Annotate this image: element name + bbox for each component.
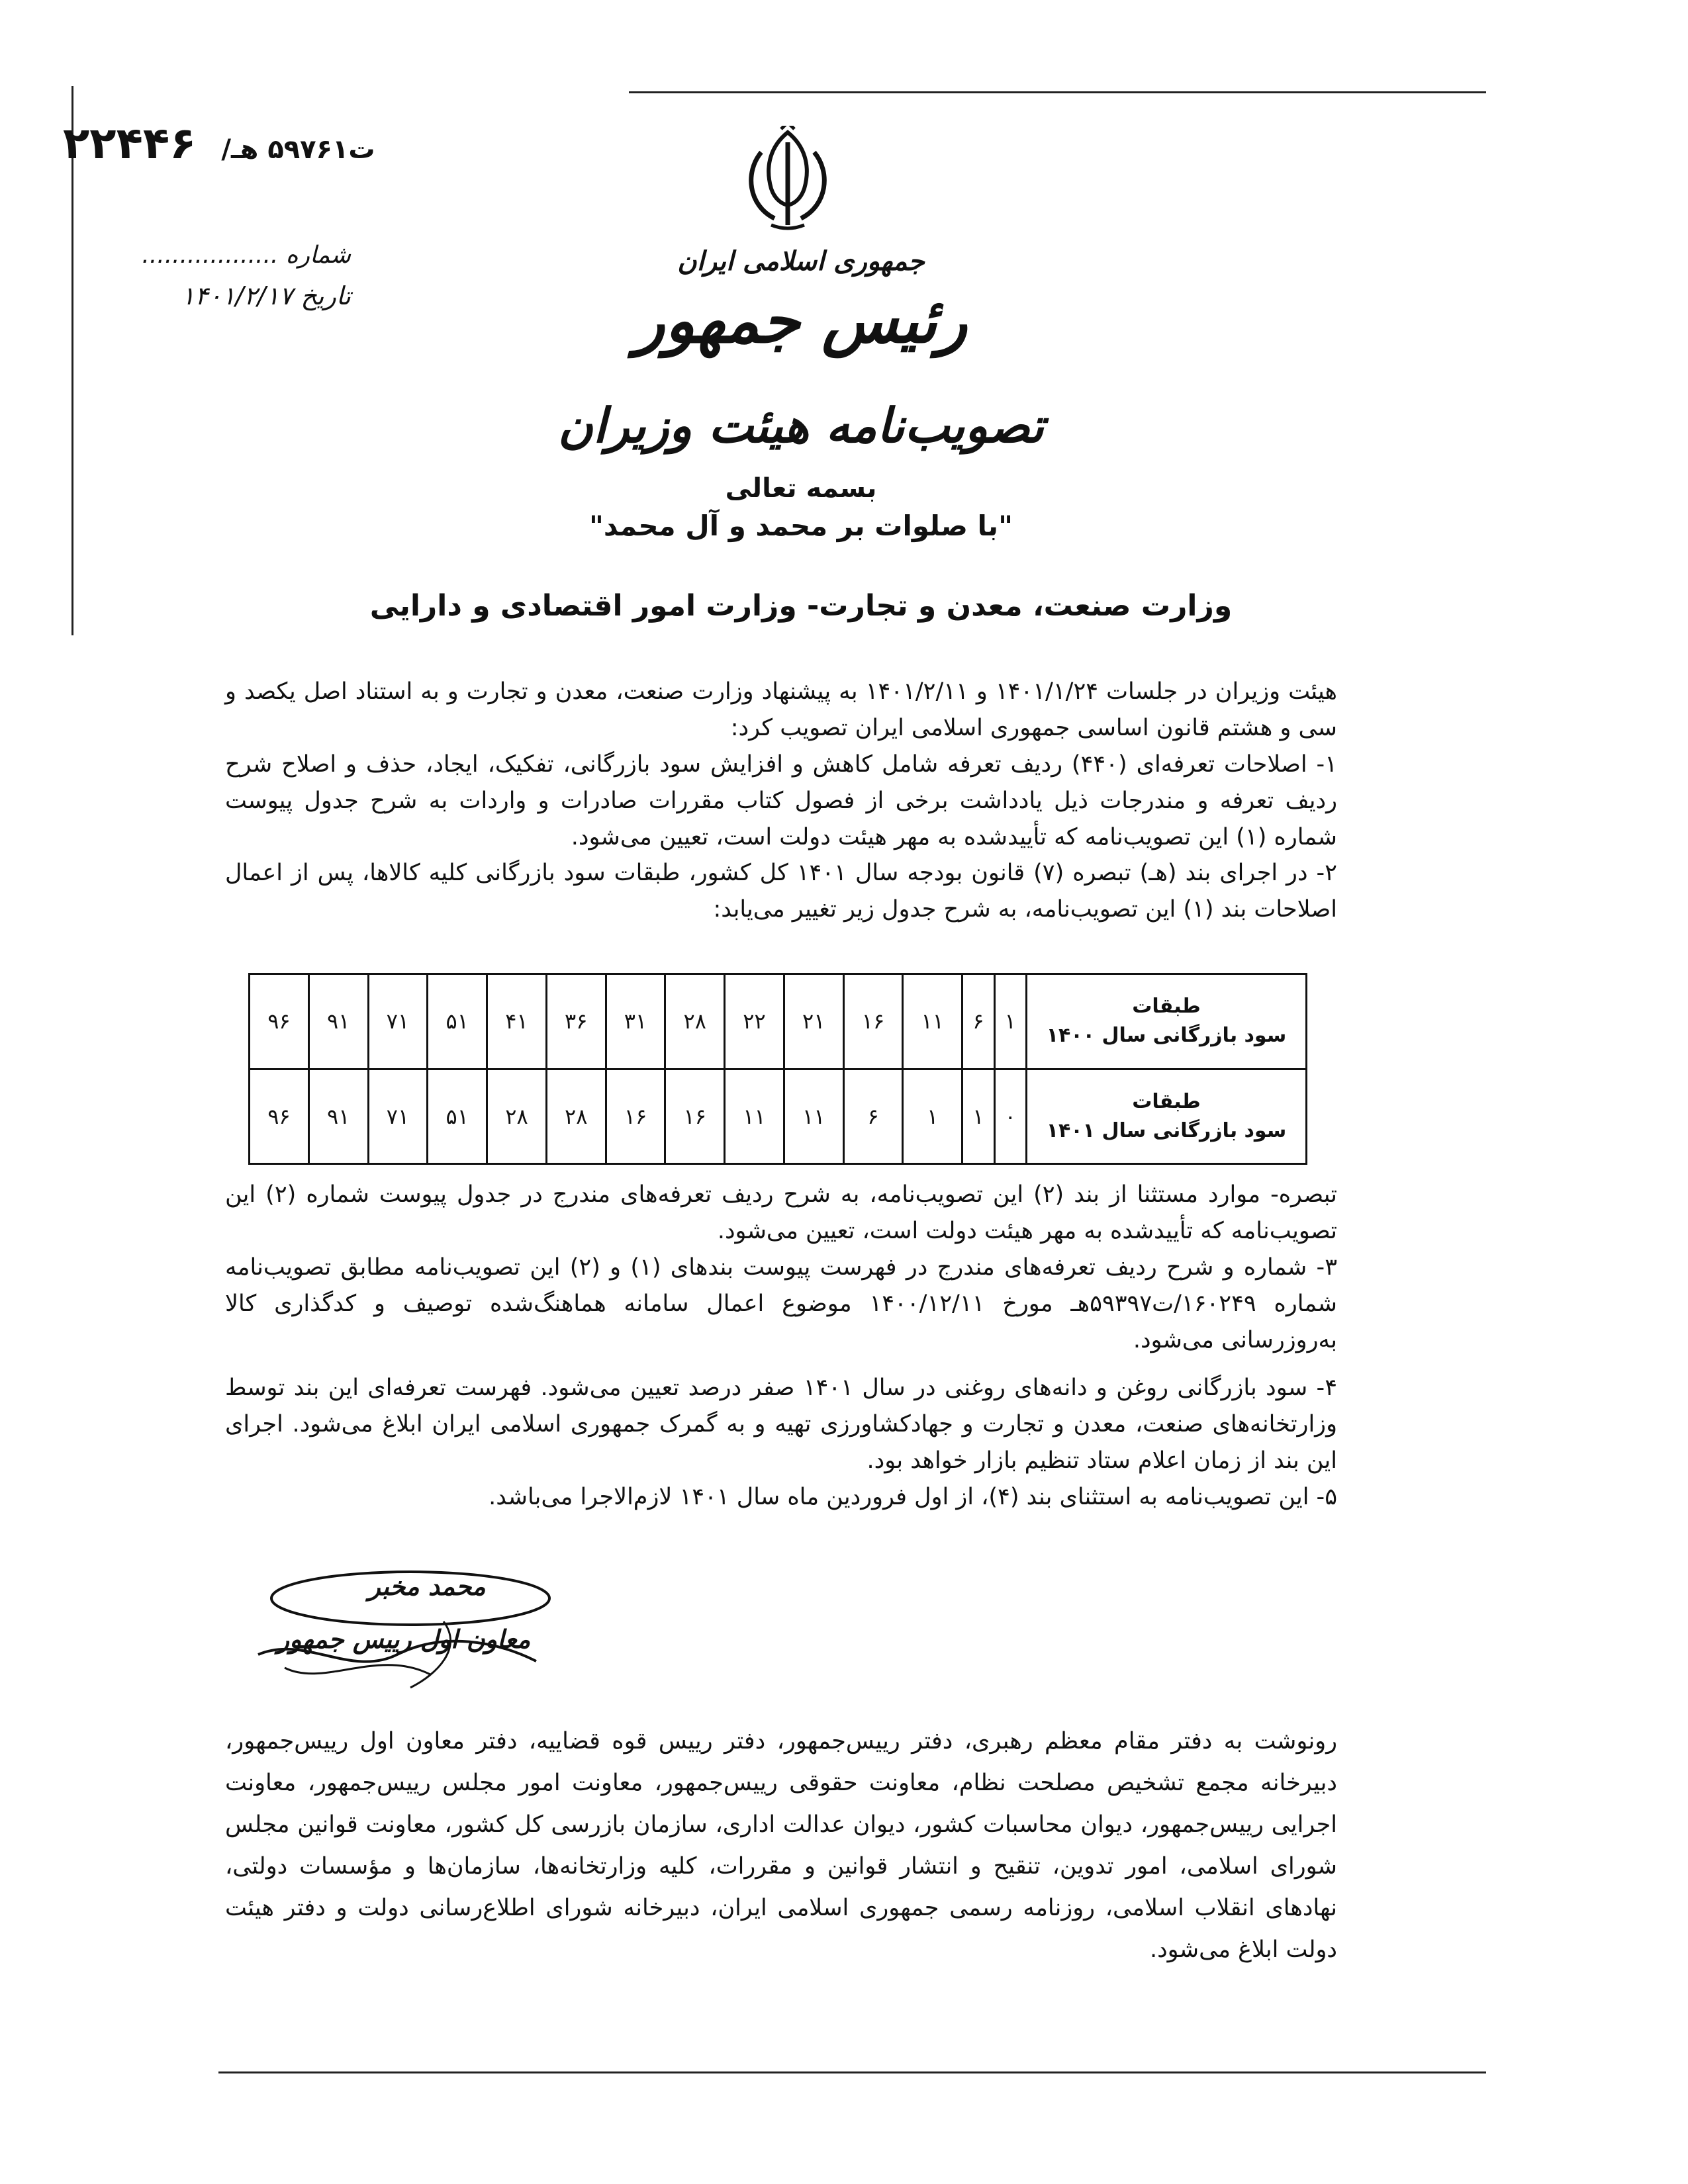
item-5-paragraph: ۵- این تصویب‌نامه به استثنای بند (۴)، از اول فروردین ماه سال ۱۴۰۱ لازم‌الاجرا می‌باشد. — [489, 1484, 1337, 1510]
recipients-line: وزارت صنعت، معدن و تجارت- وزارت امور اقتصادی و دارایی — [369, 589, 1233, 623]
table-cell: ۹۶ — [250, 974, 309, 1069]
signatory-title: معاون اول رییس جمهور — [277, 1625, 531, 1654]
row-1400-label-a: طبقات — [1132, 995, 1201, 1019]
item-1-paragraph: ۱- اصلاحات تعرفه‌ای (۴۴۰) ردیف تعرفه شامل کاهش و افزایش سود بازرگانی، تفکیک، ایجاد، حذف و اصلاح شرح ردیف تعرفه و مندرجات ذیل یادداشت برخی از فصول کتاب مقررات صادرات و واردات به شرح جدول پیوست شماره (۱) این تصویب‌نامه که تأییدشده به مهر هیئت دولت است، تعیین می‌شود. — [225, 751, 1337, 850]
table-row-1401 — [250, 1069, 1307, 1164]
table-cell: ۹۱ — [308, 1069, 368, 1164]
table-cell: ۹۱ — [308, 974, 368, 1069]
table-cell: ۱۱ — [903, 974, 962, 1069]
intro-paragraph: هیئت وزیران در جلسات ۱۴۰۱/۱/۲۴ و ۱۴۰۱/۲/۱۱ به پیشنهاد وزارت صنعت، معدن و تجارت و به استناد اصل یکصد و سی و هشتم قانون اساسی جمهوری اسلامی ایران تصویب کرد: — [225, 678, 1338, 741]
table-cell: ۱۱ — [725, 1069, 784, 1164]
iran-emblem-icon — [735, 126, 841, 238]
table-cell: ۱ — [903, 1069, 962, 1164]
salawat-line: "با صلوات بر محمد و آل محمد" — [589, 510, 1013, 542]
row-1400-header — [1027, 974, 1307, 1069]
republic-line: جمهوری اسلامی ایران — [677, 246, 925, 277]
table-cell: ۵۱ — [428, 1069, 487, 1164]
table-cell: ۱۶ — [606, 1069, 665, 1164]
table-cell: ۱ — [994, 974, 1026, 1069]
table-cell: ۲۸ — [487, 1069, 547, 1164]
reference-number — [63, 118, 407, 169]
table-cell: ۱ — [962, 1069, 994, 1164]
table-cell: ۲۲ — [725, 974, 784, 1069]
table-cell: ۱۱ — [784, 1069, 843, 1164]
note-paragraph: تبصره- موارد مستثنا از بند (۲) این تصویب‌نامه، به شرح ردیف تعرفه‌های مندرج در جدول پیوست شماره (۲) این تصویب‌نامه که تأییدشده به مهر هیئت دولت است، تعیین می‌شود. — [225, 1181, 1338, 1244]
table-cell: ۳۶ — [546, 974, 606, 1069]
item-2-paragraph: ۲- در اجرای بند (هـ) تبصره (۷) قانون بودجه سال ۱۴۰۱ کل کشور، طبقات سود بازرگانی کلیه کالاها، پس از اعمال اصلاحات بند (۱) این تصویب‌نامه، به شرح جدول زیر تغییر می‌یابد: — [225, 860, 1337, 923]
table-cell: ۷۱ — [368, 974, 428, 1069]
table-cell: ۱۶ — [843, 974, 903, 1069]
bismillah: بسمه تعالی — [725, 473, 877, 504]
item-4-paragraph: ۴- سود بازرگانی روغن و دانه‌های روغنی در سال ۱۴۰۱ صفر درصد تعیین می‌شود. فهرست تعرفه‌ای این بند توسط وزارتخانه‌های صنعت، معدن و تجارت و جهادکشاورزی تهیه و به گمرک جمهوری اسلامی ایران ابلاغ می‌شود. اجرای این بند از زمان اعلام ستاد تنظیم بازار خواهد بود. — [225, 1375, 1337, 1474]
table-cell: ۶ — [962, 974, 994, 1069]
bottom-rule — [218, 2071, 1486, 2073]
table-cell: ۹۶ — [250, 1069, 309, 1164]
table-cell: ۰ — [994, 1069, 1026, 1164]
president-title: رئیس جمهور — [634, 285, 968, 357]
table-cell: ۴۱ — [487, 974, 547, 1069]
copies-distribution-paragraph: رونوشت به دفتر مقام معظم رهبری، دفتر رییس‌جمهور، دفتر رییس قوه قضاییه، دفتر معاون اول رییس‌جمهور، دبیرخانه مجمع تشخیص مصلحت نظام، معاونت حقوقی رییس‌جمهور، معاونت امور مجلس رییس‌جمهور، معاونت اجرایی رییس‌جمهور، دیوان محاسبات کشور، دیوان عدالت اداری، سازمان بازرسی کل کشور، معاونت قوانین مجلس شورای اسلامی، امور تدوین، تنقیح و انتشار قوانین و مقررات، کلیه وزارتخانه‌ها، سازمان‌ها و مؤسسات دولتی، نهادهای انقلاب اسلامی، روزنامه رسمی جمهوری اسلامی ایران، دبیرخانه شورای اطلاع‌رسانی دولت و دفتر هیئت دولت ابلاغ می‌شود. — [225, 1728, 1337, 1963]
signatory-name: محمد مخبر — [368, 1572, 486, 1601]
table-cell: ۳۱ — [606, 974, 665, 1069]
row-1401-label-b: سود بازرگانی سال ۱۴۰۱ — [1046, 1118, 1287, 1142]
letter-number: شماره .................. — [142, 242, 351, 269]
table-cell: ۷۱ — [368, 1069, 428, 1164]
table-cell: ۲۸ — [665, 974, 725, 1069]
row-1400-label-b: سود بازرگانی سال ۱۴۰۰ — [1046, 1024, 1287, 1048]
reference-number-suffix: /ت۵۹۷۶۱ هـ — [221, 134, 375, 165]
table-cell: ۶ — [843, 1069, 903, 1164]
table-cell: ۵۱ — [428, 974, 487, 1069]
row-1401-label-a: طبقات — [1132, 1089, 1201, 1113]
table-cell: ۲۱ — [784, 974, 843, 1069]
item-3-paragraph: ۳- شماره و شرح ردیف تعرفه‌های مندرج در فهرست پیوست بندهای (۱) و (۲) این تصویب‌نامه مطابق تصویب‌نامه شماره ۱۶۰۲۴۹/ت۵۹۳۹۷هـ مورخ ۱۴۰۰/۱۲/۱۱ موضوع اعمال سامانه هماهنگ‌شده توصیف و کدگذاری کالا به‌روزرسانی می‌شود. — [225, 1254, 1337, 1353]
top-rule — [629, 91, 1486, 93]
cabinet-resolution-title: تصویب‌نامه هیئت وزیران — [558, 397, 1044, 453]
row-1401-header — [1027, 1069, 1307, 1164]
table-row-1400 — [250, 974, 1307, 1069]
letter-date: تاریخ ۱۴۰۱/۲/۱۷ — [181, 281, 351, 310]
reference-number-main: ۲۲۴۴۶ — [63, 118, 197, 169]
table-cell: ۲۸ — [546, 1069, 606, 1164]
table-cell: ۱۶ — [665, 1069, 725, 1164]
tariff-rate-table — [248, 973, 1307, 1165]
